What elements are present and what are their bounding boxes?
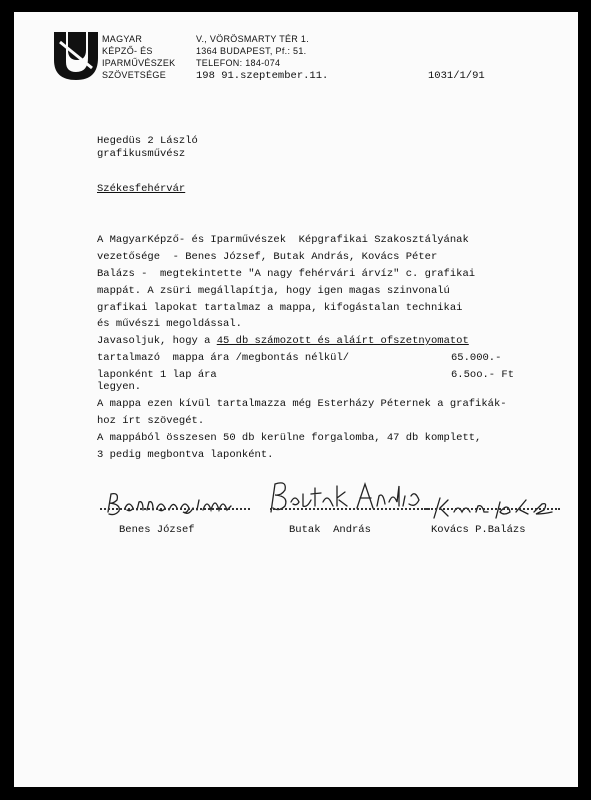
address-line: 1364 BUDAPEST, Pf.: 51. [196, 46, 307, 56]
recipient-city: Székesfehérvár [97, 183, 186, 195]
org-line: KÉPZŐ- ÉS [102, 46, 153, 56]
price-value: 6.5oo.- Ft [451, 369, 515, 381]
closing-line: A mappából összesen 50 db kerülne forgalomba, 47 db komplett, [97, 432, 482, 444]
body-line: vezetősége - Benes József, Butak András, Kovács Péter [97, 251, 438, 263]
signatory-name: Benes József [119, 524, 195, 536]
reference-number: 1031/1/91 [428, 70, 485, 82]
closing-line: legyen. [97, 381, 142, 393]
body-line: grafikai lapokat tartalmaz a mappa, kifogástalan technikai [97, 302, 463, 314]
recipient-name: Hegedüs 2 László [97, 135, 198, 147]
body-line: és művészi megoldással. [97, 318, 242, 330]
proposal-prefix: Javasoljuk, hogy a [97, 335, 217, 347]
proposal-line [97, 335, 469, 347]
signature-line [270, 508, 430, 510]
price-value: 65.000.- [451, 352, 502, 364]
signature-line [100, 508, 250, 510]
closing-line: A mappa ezen kívül tartalmazza még Esterházy Péternek a grafikák- [97, 398, 507, 410]
letter-date: 198 91.szeptember.11. [196, 70, 329, 82]
address-line: TELEFON: 184-074 [196, 58, 281, 68]
body-line: mappát. A zsüri megállapítja, hogy igen magas szinvonalú [97, 285, 450, 297]
org-line: MAGYAR [102, 34, 143, 44]
signature-benes [105, 488, 245, 520]
address-line: V., VÖRÖSMARTY TÉR 1. [196, 34, 310, 44]
org-line: SZÖVETSÉGE [102, 70, 167, 80]
price-label: tartalmazó mappa ára /megbontás nélkül/ [97, 352, 350, 364]
organization-address [196, 33, 309, 69]
signatory-name: Butak András [289, 524, 371, 536]
organization-name [102, 33, 175, 81]
closing-line: hoz írt szövegét. [97, 415, 205, 427]
signature-line [424, 508, 560, 510]
proposal-emphasis: 45 db számozott és aláírt ofszetnyomatot [216, 335, 469, 347]
body-line: Balázs - megtekintette "A nagy fehérvári árvíz" c. grafikai [97, 268, 476, 280]
recipient-title: grafikusművész [97, 148, 186, 160]
org-line: IPARMŰVÉSZEK [102, 58, 176, 68]
signature-butak [265, 478, 425, 518]
association-logo [54, 32, 98, 80]
signatory-name: Kovács P.Balázs [431, 524, 526, 536]
closing-line: 3 pedig megbontva laponként. [97, 449, 274, 461]
price-label: laponként 1 lap ára [97, 369, 217, 381]
body-line: A MagyarKépző- és Iparművészek Képgrafikai Szakosztályának [97, 234, 469, 246]
signature-kovacs [430, 490, 560, 522]
